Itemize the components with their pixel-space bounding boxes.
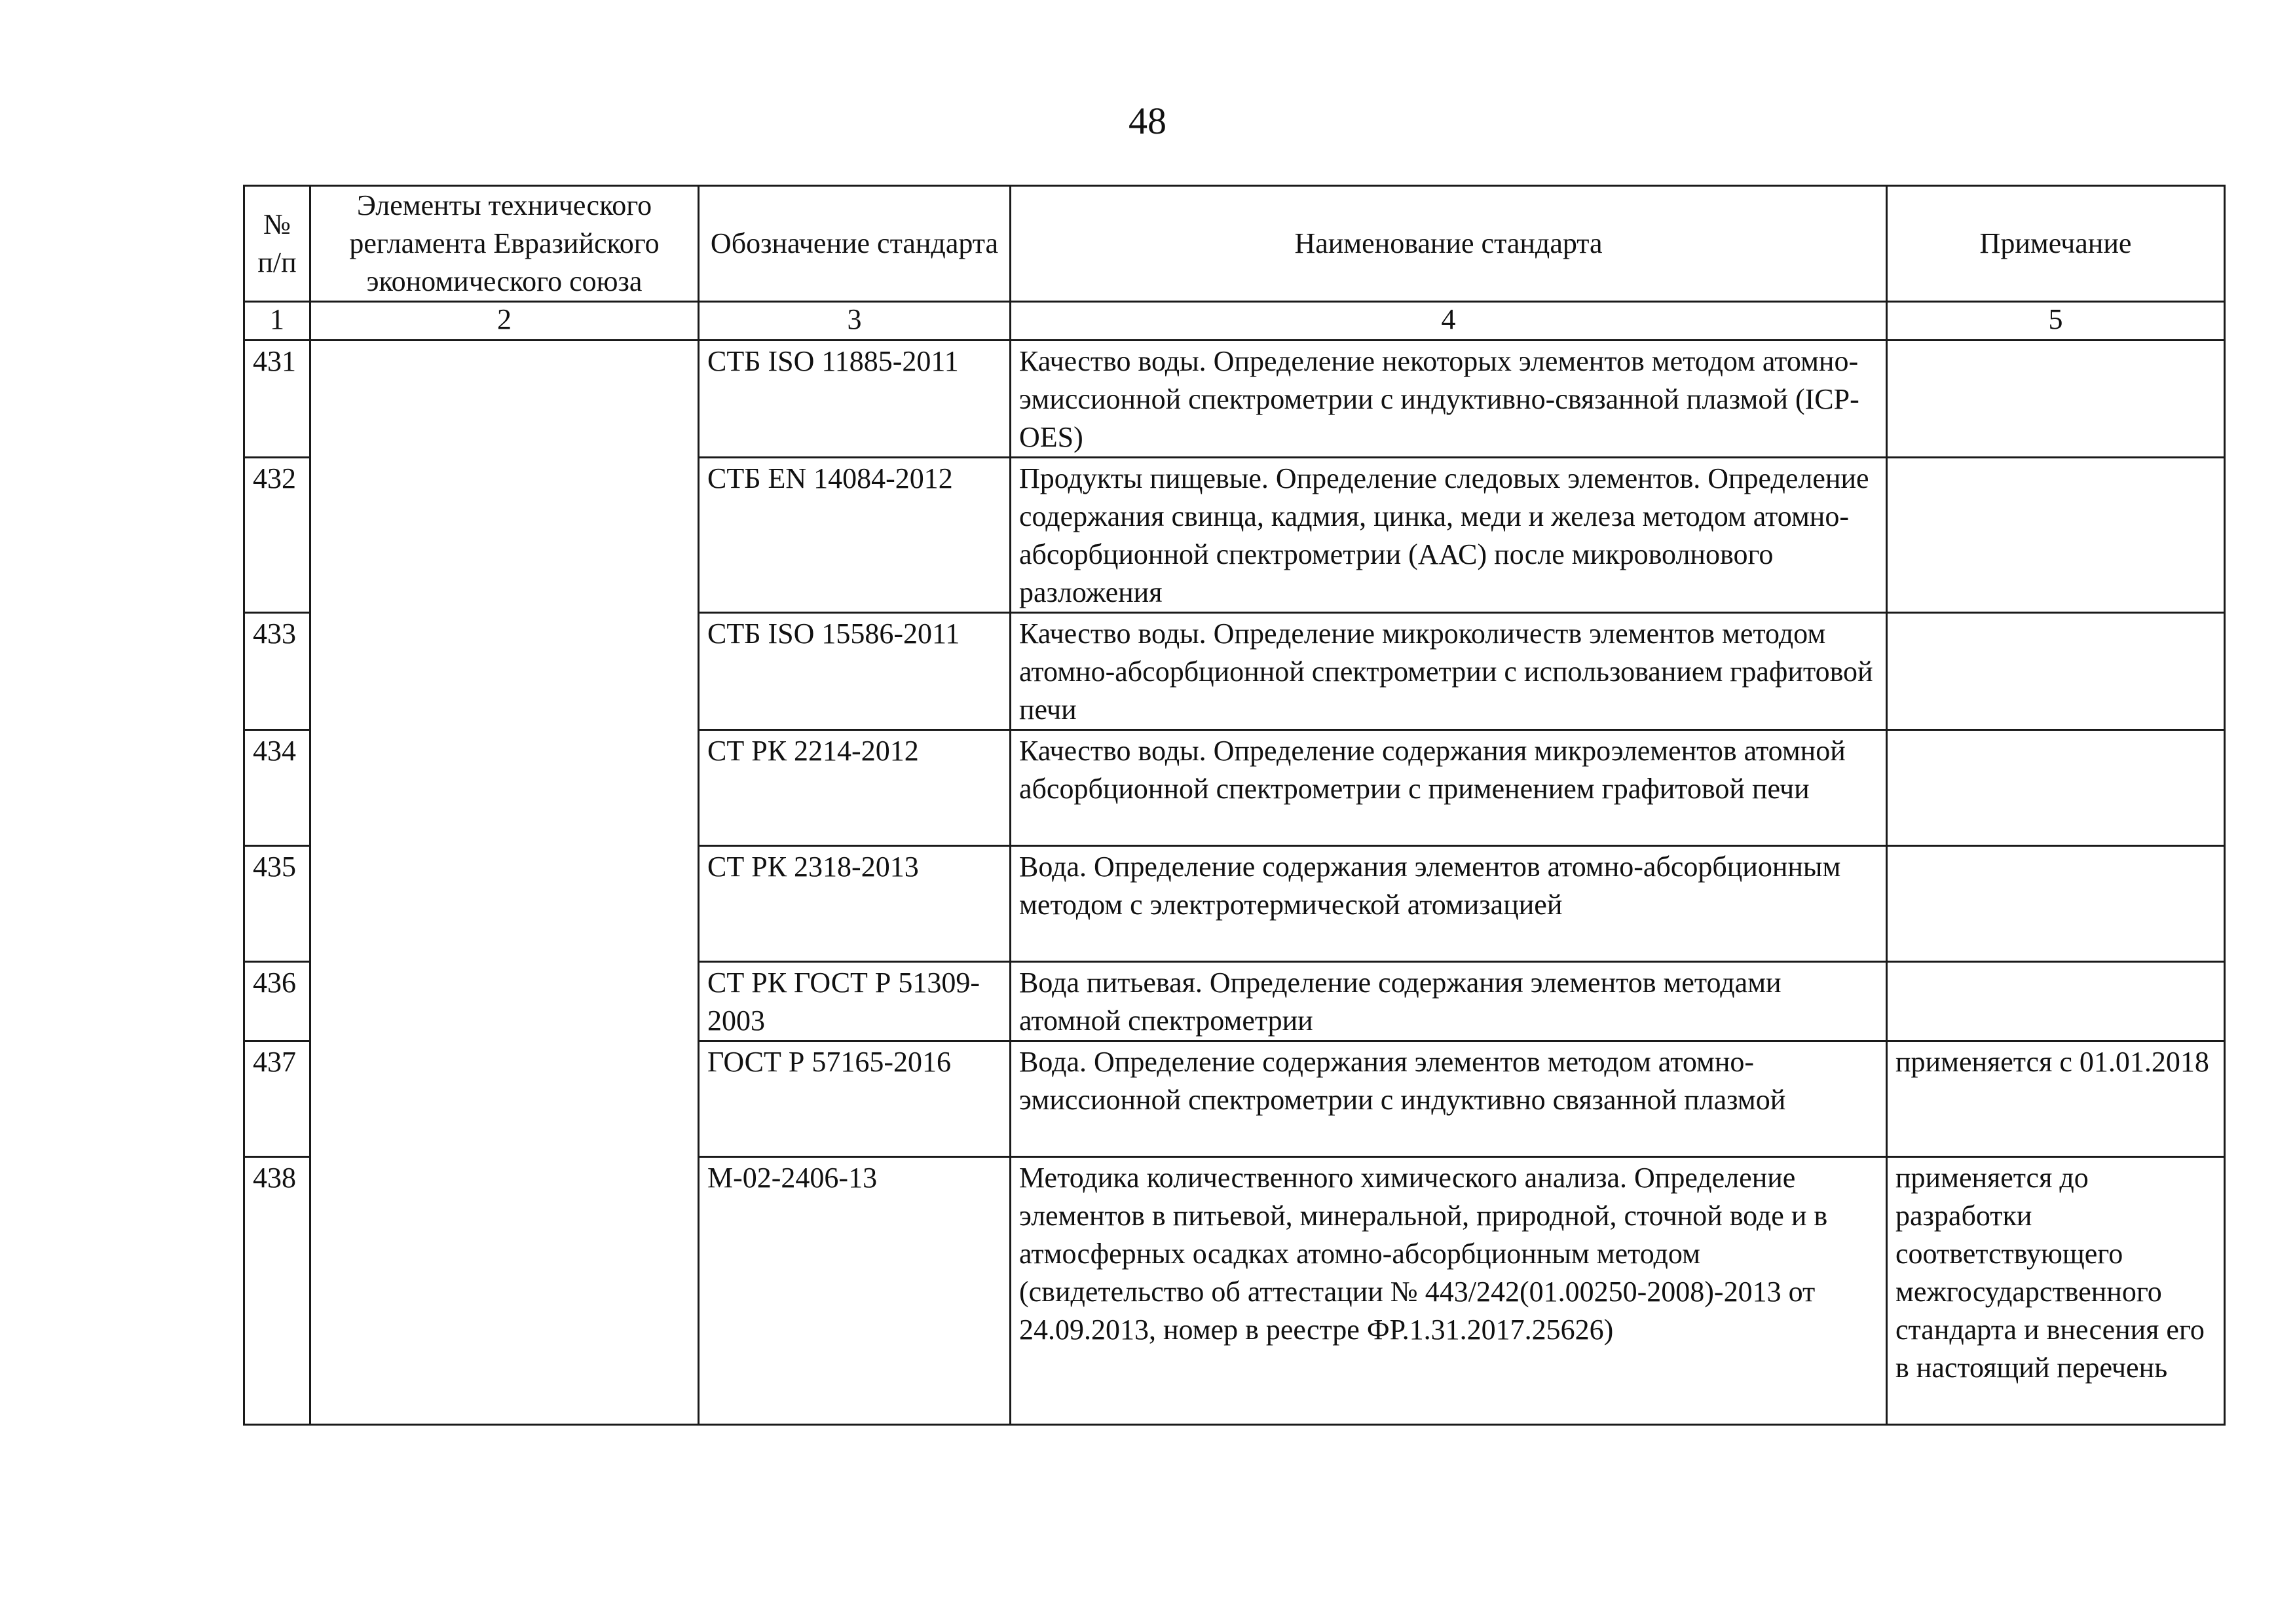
column-number: 1 — [244, 302, 310, 341]
row-note — [1887, 730, 2225, 846]
row-designation: СТ РК 2318-2013 — [699, 846, 1011, 962]
page-number: 48 — [1129, 100, 1166, 142]
row-num: 433 — [244, 613, 310, 730]
row-designation: СТ РК 2214-2012 — [699, 730, 1011, 846]
row-note — [1887, 846, 2225, 962]
column-number: 5 — [1887, 302, 2225, 341]
table-row — [244, 341, 2225, 458]
row-designation: М-02-2406-13 — [699, 1157, 1011, 1425]
row-name: Методика количественного химического анализа. Определение элементов в питьевой, минеральной, природной, сточной воде и в атмосферных осадках атомно-абсорбционным методом (свидетельство об аттестации № 443/242(01.00250-2008)-2013 от 24.09.2013, номер в реестре ФР.1.31.2017.25626) — [1011, 1157, 1887, 1425]
row-note: применяется с 01.01.2018 — [1887, 1041, 2225, 1157]
row-num: 435 — [244, 846, 310, 962]
header-row — [244, 186, 2225, 302]
header-designation: Обозначение стандарта — [699, 186, 1011, 302]
row-note — [1887, 962, 2225, 1041]
row-name: Продукты пищевые. Определение следовых элементов. Определение содержания свинца, кадмия, цинка, меди и железа методом атомно-абсорбционной спектрометрии (ААС) после микроволнового разложения — [1011, 458, 1887, 613]
row-num: 431 — [244, 341, 310, 458]
row-note — [1887, 613, 2225, 730]
row-num: 438 — [244, 1157, 310, 1425]
column-number-row — [244, 302, 2225, 341]
row-name: Вода. Определение содержания элементов атомно-абсорбционным методом с электротермической атомизацией — [1011, 846, 1887, 962]
row-name: Качество воды. Определение некоторых элементов методом атомно-эмиссионной спектрометрии с индуктивно-связанной плазмой (ICP-OES) — [1011, 341, 1887, 458]
row-elements — [310, 341, 699, 1425]
header-note: Примечание — [1887, 186, 2225, 302]
column-number: 4 — [1011, 302, 1887, 341]
standards-table — [243, 185, 2226, 1426]
row-designation: СТБ ISO 11885-2011 — [699, 341, 1011, 458]
row-note: применяется до разработки соответствующего межгосударственного стандарта и внесения его в настоящий перечень — [1887, 1157, 2225, 1425]
row-num: 437 — [244, 1041, 310, 1157]
header-name: Наименование стандарта — [1011, 186, 1887, 302]
row-num: 436 — [244, 962, 310, 1041]
row-name: Вода. Определение содержания элементов методом атомно-эмиссионной спектрометрии с индуктивно связанной плазмой — [1011, 1041, 1887, 1157]
header-num: № п/п — [244, 186, 310, 302]
row-designation: ГОСТ Р 57165-2016 — [699, 1041, 1011, 1157]
row-num: 434 — [244, 730, 310, 846]
row-designation: СТБ EN 14084-2012 — [699, 458, 1011, 613]
column-number: 3 — [699, 302, 1011, 341]
column-number: 2 — [310, 302, 699, 341]
header-elements: Элементы технического регламента Евразийского экономического союза — [310, 186, 699, 302]
row-name: Вода питьевая. Определение содержания элементов методами атомной спектрометрии — [1011, 962, 1887, 1041]
row-name: Качество воды. Определение микроколичеств элементов методом атомно-абсорбционной спектрометрии с использованием графитовой печи — [1011, 613, 1887, 730]
row-designation: СТБ ISO 15586-2011 — [699, 613, 1011, 730]
row-note — [1887, 458, 2225, 613]
row-num: 432 — [244, 458, 310, 613]
row-designation: СТ РК ГОСТ Р 51309-2003 — [699, 962, 1011, 1041]
row-name: Качество воды. Определение содержания микроэлементов атомной абсорбционной спектрометрии с применением графитовой печи — [1011, 730, 1887, 846]
row-note — [1887, 341, 2225, 458]
